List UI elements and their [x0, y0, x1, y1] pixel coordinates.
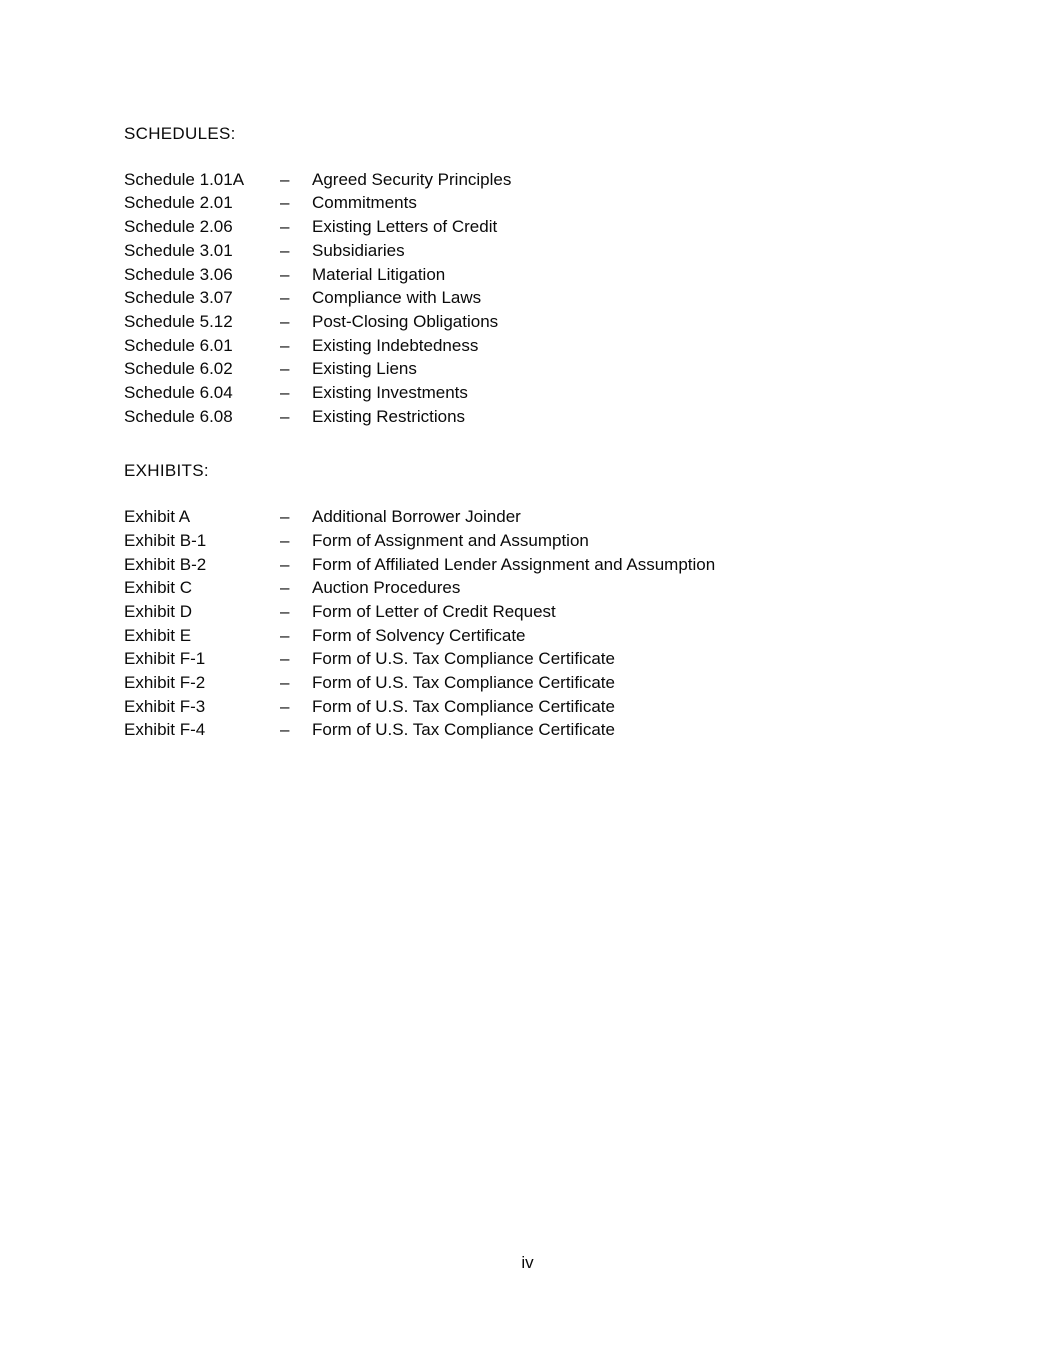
dash-separator: – — [280, 359, 290, 379]
schedule-label: Schedule 2.01 — [124, 193, 233, 213]
exhibit-row — [124, 553, 975, 577]
exhibit-title: Additional Borrower Joinder — [312, 507, 521, 527]
exhibit-title: Form of Letter of Credit Request — [312, 601, 556, 621]
schedule-row — [124, 405, 975, 429]
schedule-label: Schedule 5.12 — [124, 311, 233, 331]
exhibit-title: Form of U.S. Tax Compliance Certificate — [312, 696, 615, 716]
exhibit-row — [124, 624, 975, 648]
schedule-label: Schedule 3.07 — [124, 288, 233, 308]
dash-separator: – — [280, 311, 290, 331]
exhibit-row — [124, 529, 975, 553]
exhibit-label: Exhibit A — [124, 507, 191, 527]
dash-separator: – — [280, 649, 290, 669]
dash-separator: – — [280, 601, 290, 621]
dash-separator: – — [280, 240, 290, 260]
schedule-row — [124, 310, 975, 334]
dash-separator: – — [280, 406, 290, 426]
exhibit-label: Exhibit F-1 — [124, 649, 206, 669]
schedule-row — [124, 357, 975, 381]
schedule-label: Schedule 6.04 — [124, 383, 233, 403]
dash-separator: – — [280, 530, 290, 550]
exhibit-row — [124, 576, 975, 600]
schedule-title: Existing Investments — [312, 383, 468, 403]
dash-separator: – — [280, 696, 290, 716]
dash-separator: – — [280, 217, 290, 237]
exhibit-title: Form of Assignment and Assumption — [312, 530, 589, 550]
dash-separator: – — [280, 554, 290, 574]
schedule-label: Schedule 6.01 — [124, 335, 233, 355]
exhibit-row — [124, 671, 975, 695]
schedule-row — [124, 334, 975, 358]
exhibit-title: Form of U.S. Tax Compliance Certificate — [312, 649, 615, 669]
exhibit-title: Form of Affiliated Lender Assignment and Assumption — [312, 554, 716, 574]
schedule-label: Schedule 6.02 — [124, 359, 233, 379]
exhibit-label: Exhibit C — [124, 578, 193, 598]
dash-separator: – — [280, 383, 290, 403]
dash-separator: – — [280, 578, 290, 598]
schedule-title: Material Litigation — [312, 264, 446, 284]
dash-separator: – — [280, 288, 290, 308]
exhibits-list — [124, 505, 975, 742]
schedule-title: Commitments — [312, 193, 417, 213]
exhibit-label: Exhibit F-3 — [124, 696, 206, 716]
schedule-label: Schedule 2.06 — [124, 217, 233, 237]
schedule-label: Schedule 6.08 — [124, 406, 233, 426]
exhibit-label: Exhibit F-4 — [124, 720, 206, 740]
dash-separator: – — [280, 169, 290, 189]
dash-separator: – — [280, 625, 290, 645]
exhibit-row — [124, 505, 975, 529]
schedule-title: Post-Closing Obligations — [312, 311, 499, 331]
schedule-title: Compliance with Laws — [312, 288, 482, 308]
dash-separator: – — [280, 264, 290, 284]
exhibit-title: Auction Procedures — [312, 578, 461, 598]
schedule-row — [124, 191, 975, 215]
exhibits-heading: EXHIBITS: — [124, 461, 209, 481]
exhibit-label: Exhibit B-1 — [124, 530, 207, 550]
page-number: iv — [521, 1253, 534, 1272]
schedule-title: Existing Indebtedness — [312, 335, 479, 355]
exhibit-row — [124, 600, 975, 624]
schedule-title: Subsidiaries — [312, 240, 405, 260]
schedule-row — [124, 263, 975, 287]
schedule-title: Existing Letters of Credit — [312, 217, 498, 237]
dash-separator: – — [280, 193, 290, 213]
dash-separator: – — [280, 335, 290, 355]
schedule-title: Existing Restrictions — [312, 406, 466, 426]
schedule-label: Schedule 3.06 — [124, 264, 233, 284]
page-content — [124, 122, 975, 742]
schedule-row — [124, 239, 975, 263]
schedule-title: Existing Liens — [312, 359, 417, 379]
dash-separator: – — [280, 507, 290, 527]
spacer — [124, 483, 975, 505]
exhibit-row — [124, 647, 975, 671]
schedule-row — [124, 286, 975, 310]
exhibit-label: Exhibit B-2 — [124, 554, 207, 574]
exhibit-label: Exhibit F-2 — [124, 673, 206, 693]
schedule-row — [124, 381, 975, 405]
schedule-row — [124, 215, 975, 239]
exhibit-title: Form of U.S. Tax Compliance Certificate — [312, 673, 615, 693]
dash-separator: – — [280, 720, 290, 740]
exhibit-label: Exhibit D — [124, 601, 193, 621]
schedules-list — [124, 168, 975, 429]
schedules-heading: SCHEDULES: — [124, 124, 236, 143]
exhibit-row — [124, 718, 975, 742]
dash-separator: – — [280, 673, 290, 693]
exhibit-label: Exhibit E — [124, 625, 192, 645]
schedule-label: Schedule 3.01 — [124, 240, 233, 260]
schedule-title: Agreed Security Principles — [312, 169, 512, 189]
exhibit-title: Form of Solvency Certificate — [312, 625, 526, 645]
schedule-label: Schedule 1.01A — [124, 169, 245, 189]
spacer — [124, 428, 975, 459]
exhibit-title: Form of U.S. Tax Compliance Certificate — [312, 720, 615, 740]
exhibit-row — [124, 695, 975, 719]
spacer — [124, 146, 975, 168]
schedule-row — [124, 168, 975, 192]
